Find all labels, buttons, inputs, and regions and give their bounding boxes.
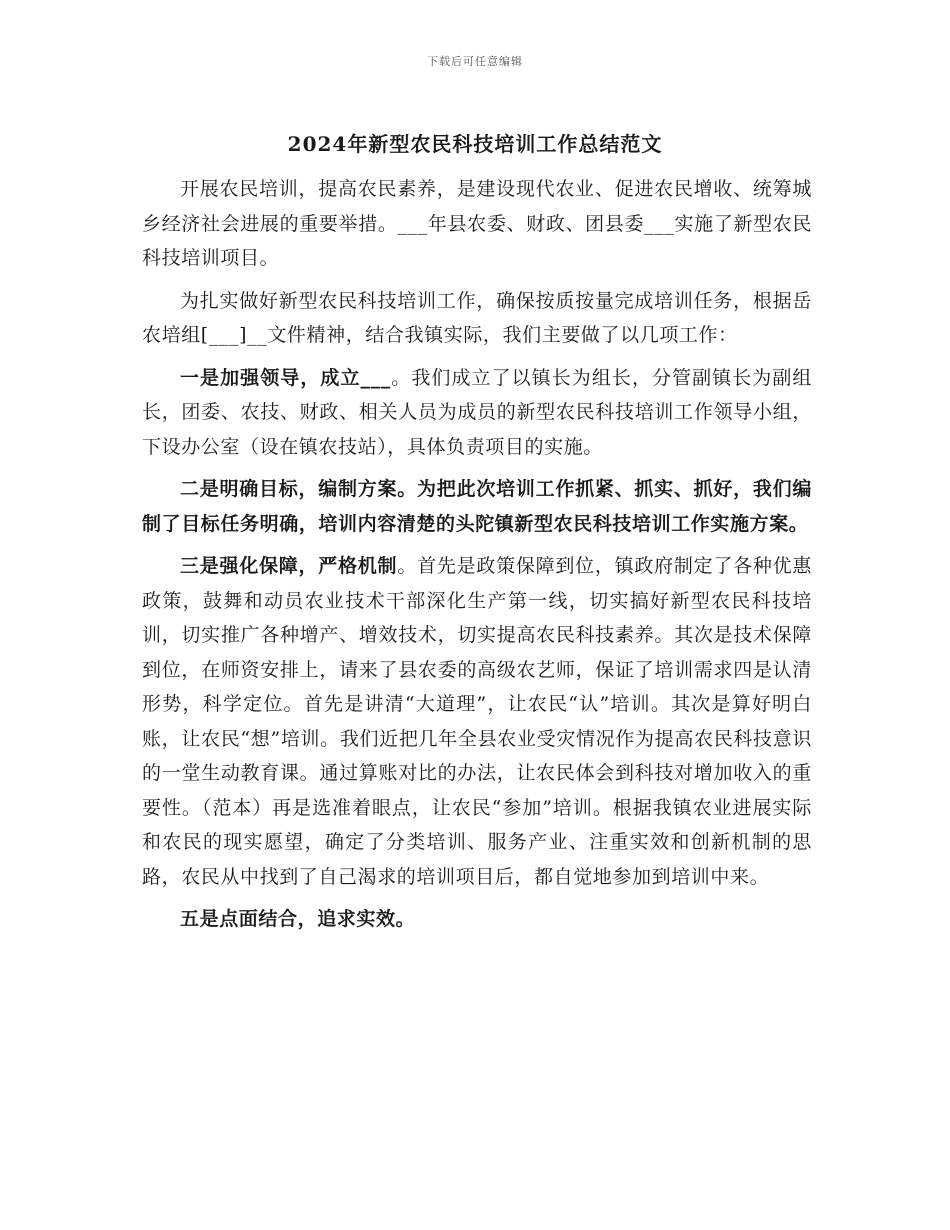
document-title: 2024年新型农民科技培训工作总结范文 bbox=[287, 132, 663, 156]
paragraph-text: 为扎实做好新型农民科技培训工作，确保按质按量完成培训任务，根据岳农培组[___]__文件精神，结合我镇实际，我们主要做了以几项工作： bbox=[142, 289, 812, 346]
paragraph-lead: 五是点面结合，追求实效。 bbox=[180, 908, 416, 930]
paragraph-text: 。首先是政策保障到位，镇政府制定了各种优惠政策，鼓舞和动员农业技术干部深化生产第一线，切实搞好新型农民科技培训，切实推广各种增产、增效技术，切实提高农民科技素养。其次是技术保障到位，在师资安排上，请来了县农委的高级农艺师，保证了培训需求四是认清形势，科学定位。首先是讲清“大道理”，让农民“认”培训。其次是算好明白账，让农民“想”培训。我们近把几年全县农业受灾情况作为提高农民科技意识的一堂生动教育课。通过算账对比的办法，让农民体会到科技对增加收入的重要性。（范本）再是选准着眼点，让农民“参加”培训。根据我镇农业进展实际和农民的现实愿望，确定了分类培训、服务产业、注重实效和创新机制的思路，农民从中找到了自己渴求的培训项目后，都自觉地参加到培训中来。 bbox=[142, 555, 812, 888]
paragraph-text: 开展农民培训，提高农民素养，是建设现代农业、促进农民增收、统筹城乡经济社会进展的重要举措。___年县农委、财政、团县委___实施了新型农民科技培训项目。 bbox=[142, 178, 812, 269]
paragraph-5 bbox=[142, 549, 812, 894]
paragraph-6 bbox=[142, 902, 812, 937]
paragraph-lead: 二是明确目标，编制方案。为把此次培训工作抓紧、抓实、抓好，我们编制了目标任务明确，培训内容清楚的头陀镇新型农民科技培训工作实施方案。 bbox=[142, 478, 812, 535]
paragraph-2 bbox=[142, 284, 812, 353]
header-note: 下载后可任意编辑 bbox=[427, 55, 523, 68]
paragraph-3 bbox=[142, 361, 812, 465]
paragraph-text: 。我们成立了以镇长为组长，分管副镇长为副组长，团委、农技、财政、相关人员为成员的新型农民科技培训工作领导小组，下设办公室（设在镇农技站），具体负责项目的实施。 bbox=[142, 366, 812, 458]
paragraph-4 bbox=[142, 472, 812, 541]
paragraph-lead: 三是强化保障，严格机制 bbox=[180, 555, 398, 577]
paragraph-lead: 一是加强领导，成立___ bbox=[180, 366, 391, 389]
paragraph-1 bbox=[142, 172, 812, 276]
document-body bbox=[142, 172, 812, 945]
